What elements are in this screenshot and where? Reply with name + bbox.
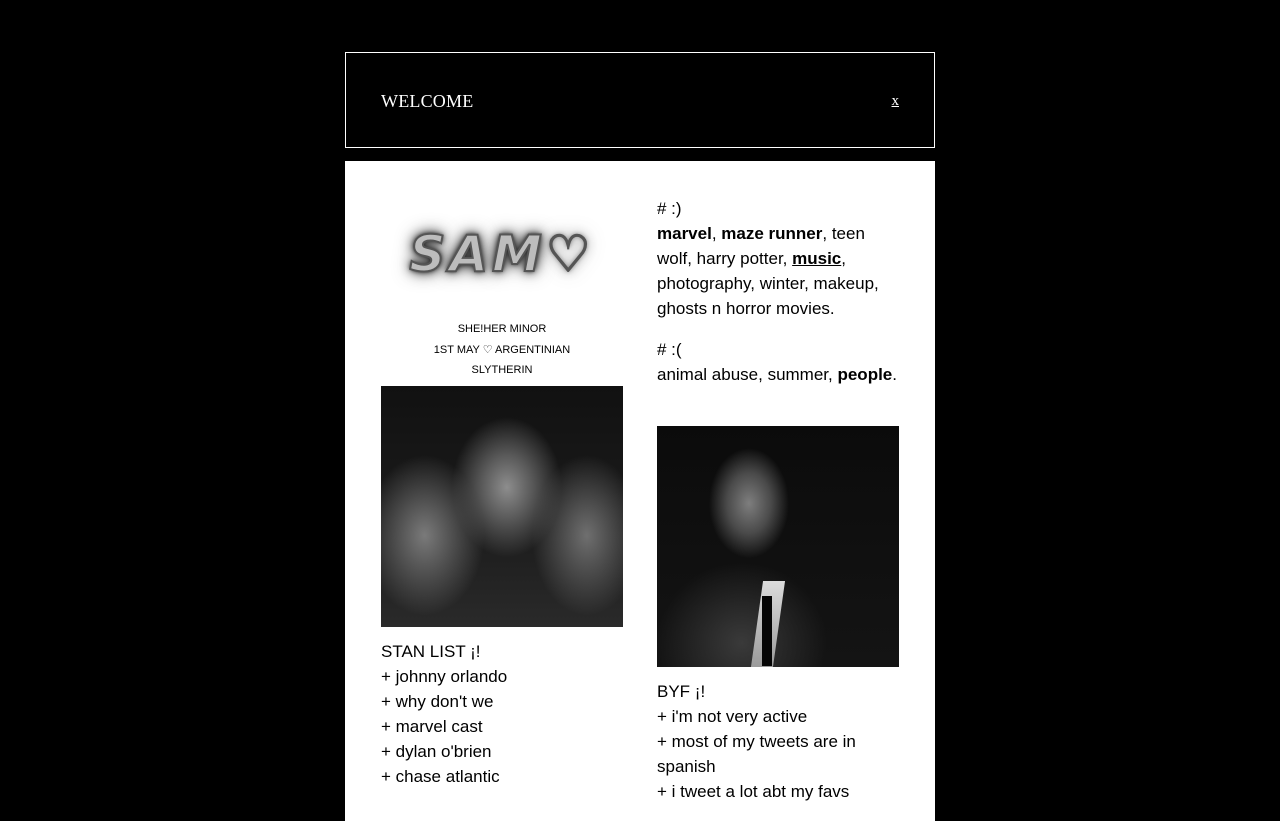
- like-item: marvel: [657, 224, 712, 243]
- info-house: SLYTHERIN: [471, 364, 533, 376]
- byf-section: [657, 679, 899, 804]
- header-title: WELCOME: [381, 91, 474, 111]
- like-item: maze runner: [721, 224, 823, 243]
- list-item: + dylan o'brien: [381, 742, 492, 761]
- list-item: + chase atlantic: [381, 767, 500, 786]
- welcome-header: [345, 52, 935, 148]
- list-item: + why don't we: [381, 692, 494, 711]
- dislike-end: .: [892, 365, 897, 384]
- content-panel: [345, 161, 935, 821]
- profile-info: [381, 319, 623, 381]
- name-logo: [409, 218, 595, 290]
- music-link[interactable]: music: [792, 249, 842, 268]
- list-item: + johnny orlando: [381, 667, 508, 686]
- stan-list: [381, 639, 623, 789]
- like-text: , teen wolf, harry potter,: [657, 224, 865, 268]
- photo-tie-shape: [762, 596, 772, 666]
- profile-photo-right: [657, 426, 899, 667]
- dislikes-text: [657, 362, 899, 387]
- close-button[interactable]: x: [891, 93, 899, 109]
- info-birthday-nationality: 1ST MAY ♡ ARGENTINIAN: [433, 343, 571, 356]
- dislike-text: animal abuse, summer,: [657, 365, 838, 384]
- logo-text: SAM♡: [409, 225, 595, 283]
- dislike-bold: people: [837, 365, 893, 384]
- list-item: + most of my tweets are in spanish: [657, 732, 856, 776]
- like-sep: ,: [711, 224, 722, 243]
- dislikes-heading: # :(: [657, 340, 682, 359]
- info-pronouns: SHE!HER MINOR: [457, 323, 547, 335]
- list-item: + marvel cast: [381, 717, 483, 736]
- dislikes-section: [657, 337, 899, 387]
- likes-text: [657, 221, 899, 321]
- list-item: + i'm not very active: [657, 707, 808, 726]
- profile-photo-left: [381, 386, 623, 627]
- likes-heading: # :): [657, 199, 682, 218]
- likes-section: [657, 196, 899, 321]
- stan-list-heading: STAN LIST ¡!: [381, 642, 481, 661]
- like-text: , photography, winter, makeup, ghosts n horror movies.: [657, 249, 879, 318]
- list-item: + i tweet a lot abt my favs: [657, 782, 850, 801]
- byf-heading: BYF ¡!: [657, 682, 706, 701]
